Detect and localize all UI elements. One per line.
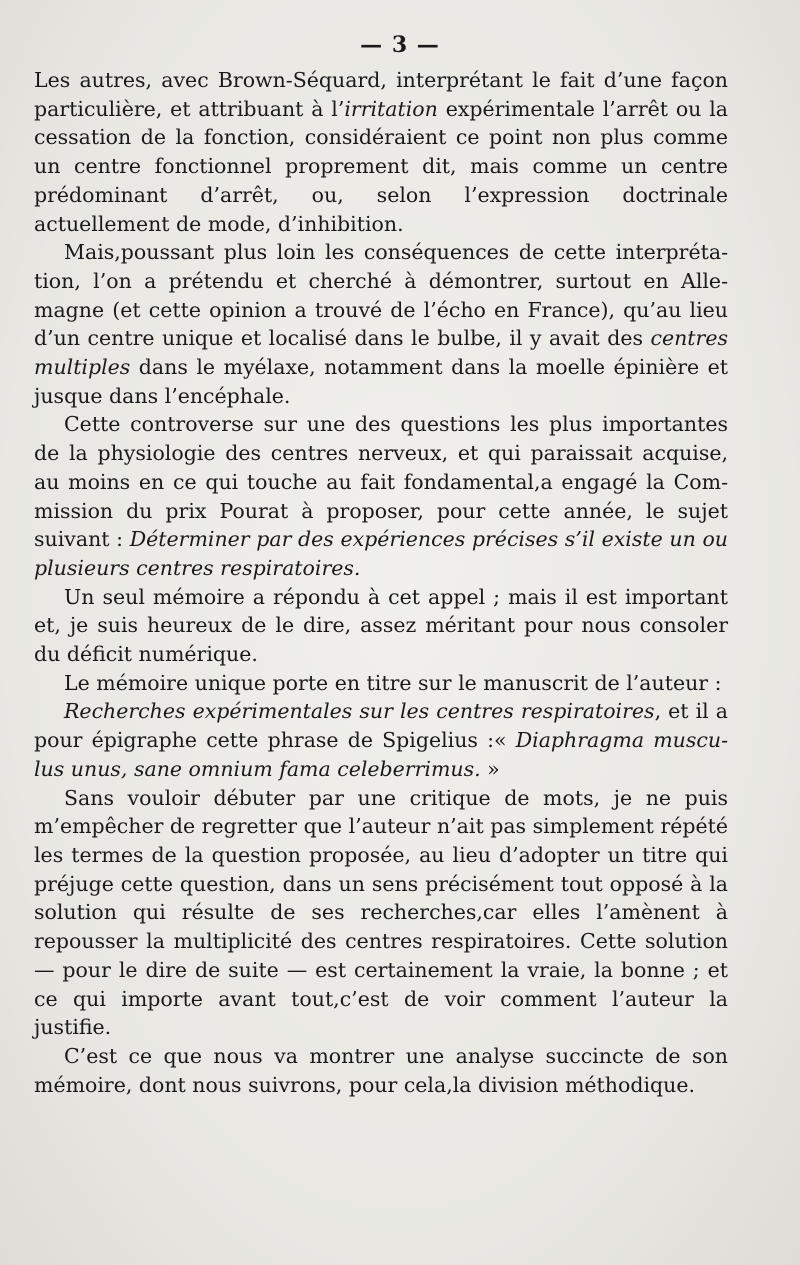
paragraph-p1 <box>34 66 728 238</box>
text-run: Mais,poussant plus loin les conséquences de cette interprétation, l’on a prétendu et cherché à démontrer, surtout en Allemagne (et cette opinion a trouvé de l’écho en France), qu’au lieu d’un centre unique et localisé dans le bulbe, il y avait des <box>34 240 728 351</box>
text-run: Le mémoire unique porte en titre sur le manuscrit de l’auteur : <box>64 670 722 695</box>
text-run: Sans vouloir débuter par une critique de mots, je ne puis m’empêcher de regretter que l’auteur n’ait pas simplement répété les termes de la question proposée, au lieu d’adopter un titre qui préjuge cette question, dans un sens précisément tout opposé à la solution qui résulte de ses recherches,car elles l’amènent à repousser la multiplicité des centres respiratoires. Cette solution — pour le dire de suite — est certainement la vraie, la bonne ; et ce qui importe avant tout,c’est de voir comment l’auteur la justifie. <box>34 785 728 1040</box>
text-run: C’est ce que nous va montrer une analyse succincte de son mémoire, dont nous suivrons, pour cela,la division méthodique. <box>34 1043 728 1097</box>
text-run: Cette controverse sur une des questions les plus importantes de la physiologie des centres nerveux, et qui paraissait acquise, au moins en ce qui touche au fait fondamental,a engagé la Commission du prix Pourat à proposer, pour cette année, le sujet suivant : <box>34 412 728 552</box>
paragraph-p6 <box>34 697 728 783</box>
paragraph-p4 <box>34 583 728 669</box>
italic-text-run: Recherches expérimentales sur les centres respiratoires <box>64 699 655 724</box>
paragraph-p5 <box>34 669 728 698</box>
text-run: Les autres, avec Brown-Séquard, interprétant le fait d’une façon particulière, et attribuant à l’ <box>34 68 728 121</box>
paragraph-p3 <box>34 410 728 582</box>
text-run: dans le myélaxe, notamment dans la moelle épinière et jusque dans l’encéphale. <box>34 355 728 408</box>
italic-text-run: centres multiples <box>34 326 728 380</box>
text-run: » <box>480 756 500 781</box>
text-run: Un seul mémoire a répondu à cet appel ; mais il est important et, je suis heureux de le dire, assez méritant pour nous consoler du déficit numérique. <box>34 584 728 667</box>
paragraph-p7 <box>34 784 728 1042</box>
paragraph-p2 <box>34 238 728 410</box>
page-number: — 3 — <box>360 32 440 58</box>
text-run: expérimentale l’arrêt ou la cessation de la fonction, considéraient ce point non plus comme un centre fonctionnel proprement dit, mais comme un centre prédominant d’arrêt, ou, selon l’expression doctrinale actuellement de mode, d’inhibition. <box>34 96 728 236</box>
paragraph-p8 <box>34 1042 728 1099</box>
body-text <box>34 66 728 1099</box>
italic-text-run: Déterminer par des expériences précises s’il existe un ou plusieurs centres respiratoires. <box>34 527 728 580</box>
italic-text-run: irritation <box>344 96 438 121</box>
italic-text-run: Diaphragma musculus unus, sane omnium fama celeberrimus. <box>34 728 728 781</box>
text-run: , et il a pour épigraphe cette phrase de Spigelius :« <box>34 699 728 753</box>
